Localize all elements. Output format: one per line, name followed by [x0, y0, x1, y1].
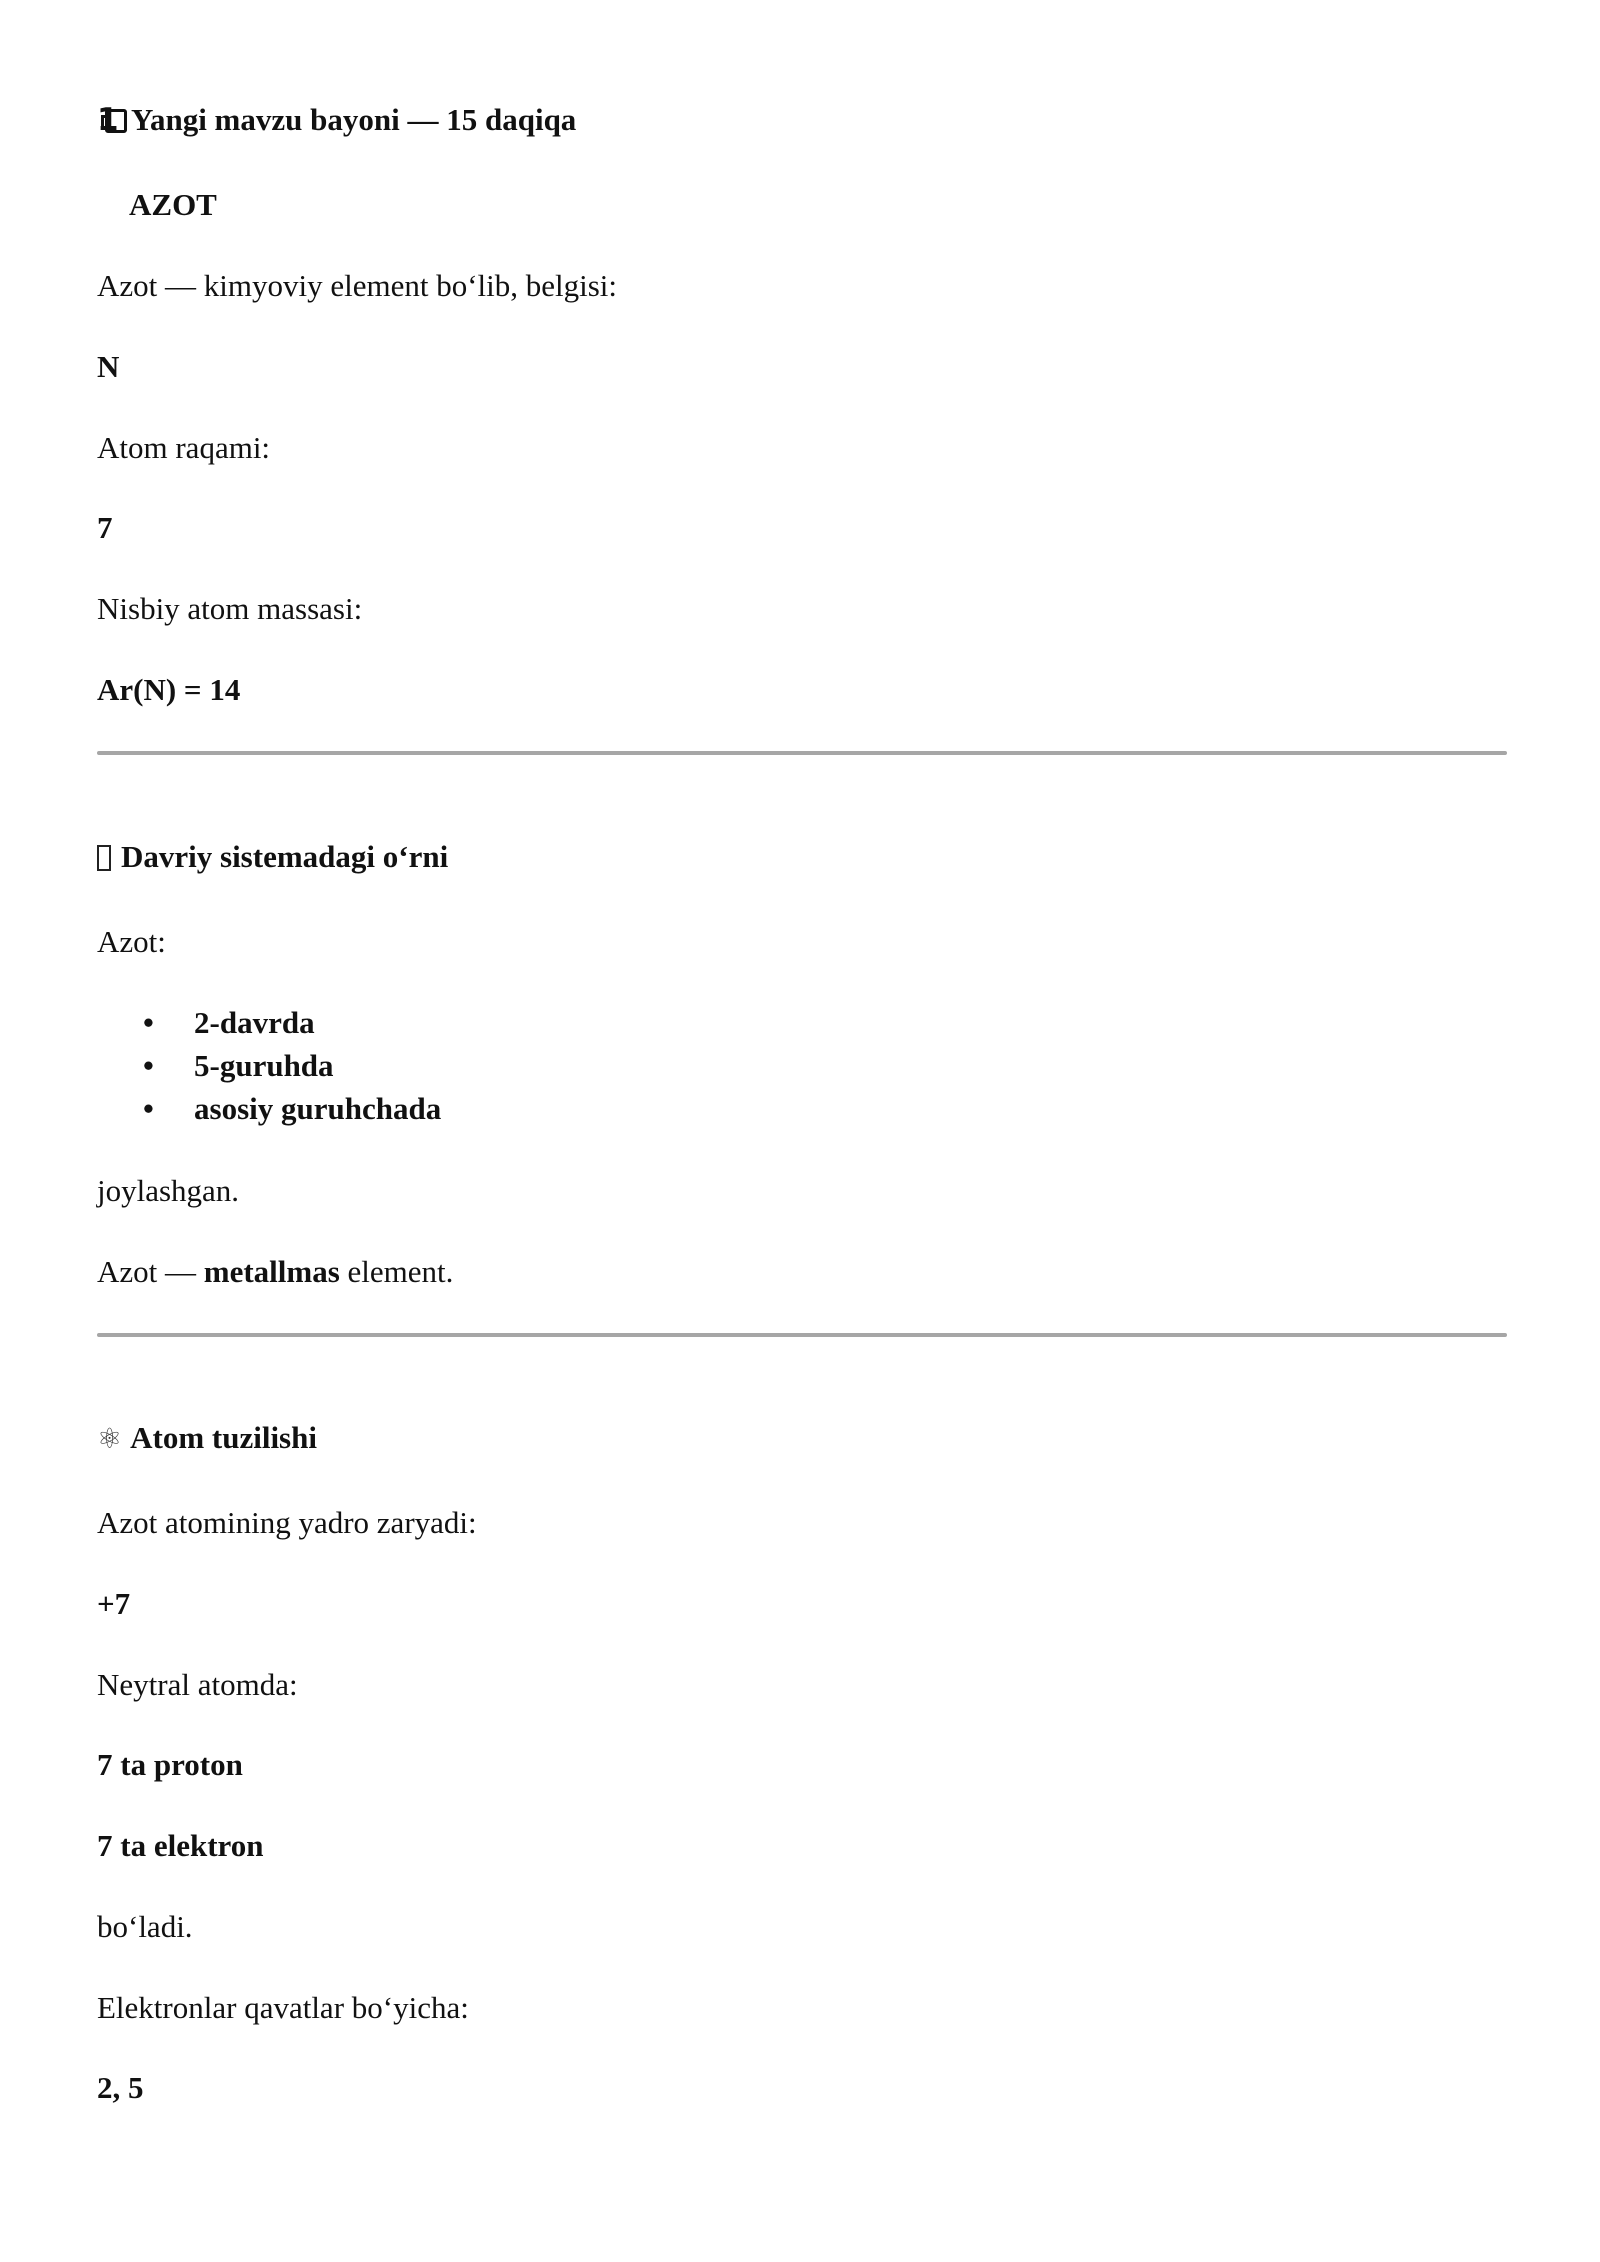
proton-count: 7 ta proton	[97, 1747, 243, 1782]
bullet-icon: •	[143, 1091, 154, 1126]
atomic-number-value: 7	[97, 510, 113, 545]
paragraph-nonmetal: Azot — metallmas element.	[97, 1254, 454, 1289]
atomic-mass-value: Ar(N) = 14	[97, 672, 241, 707]
paragraph-atomic-number-label: Atom raqami:	[97, 430, 271, 465]
nuclear-charge-value: +7	[97, 1586, 131, 1621]
bullet-icon: •	[143, 1005, 154, 1040]
atom-icon: ⚛	[97, 1422, 123, 1455]
bullet-icon: •	[143, 1048, 154, 1083]
horizontal-divider	[97, 751, 1507, 755]
paragraph-nuclear-charge-label: Azot atomining yadro zaryadi:	[97, 1505, 477, 1540]
paragraph-mass-label: Nisbiy atom massasi:	[97, 591, 363, 626]
square-frame-icon	[105, 109, 127, 133]
section-heading-text: Yangi mavzu bayoni — 15 daqiqa	[131, 102, 577, 137]
paragraph-will-be: bo‘ladi.	[97, 1909, 193, 1944]
horizontal-divider	[97, 1333, 1507, 1337]
section-heading-atom-structure: ⚛ Atom tuzilishi	[97, 1420, 317, 1455]
nonmetal-term: metallmas	[203, 1254, 340, 1289]
electron-layers-value: 2, 5	[97, 2070, 144, 2105]
paragraph-located: joylashgan.	[97, 1173, 240, 1208]
paragraph-symbol-intro: Azot — kimyoviy element bo‘lib, belgisi:	[97, 268, 618, 303]
paragraph-neutral-atom-label: Neytral atomda:	[97, 1667, 298, 1702]
keycap-one-icon: 1	[97, 102, 131, 138]
section-heading-new-topic	[97, 102, 576, 138]
paragraph-electron-layers-label: Elektronlar qavatlar bo‘yicha:	[97, 1990, 469, 2025]
element-title: AZOT	[129, 187, 217, 222]
paragraph-azot-label: Azot:	[97, 924, 166, 959]
element-symbol: N	[97, 349, 120, 384]
missing-glyph-icon	[97, 845, 111, 871]
section-heading-periodic-position: Davriy sistemadagi o‘rni	[97, 839, 448, 875]
electron-count: 7 ta elektron	[97, 1828, 264, 1863]
